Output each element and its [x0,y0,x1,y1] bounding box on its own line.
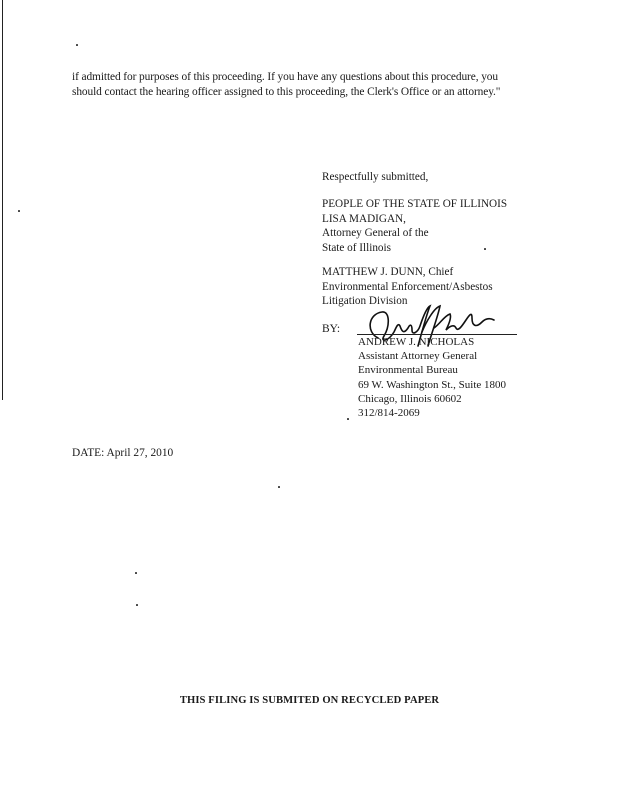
party-line: PEOPLE OF THE STATE OF ILLINOIS [322,198,508,210]
signer-line: Assistant Attorney General [358,350,478,363]
signer-line: ANDREW J. NICHOLAS [358,336,475,348]
closing-text: Respectfully submitted, [322,171,429,183]
signer-line: Environmental Bureau [358,364,458,377]
date-line: DATE: April 27, 2010 [72,447,174,459]
signer-block [358,335,506,420]
scan-speck [136,604,138,606]
scan-speck [76,44,78,46]
party-line: Attorney General of the [322,227,429,239]
scan-speck [347,418,349,420]
chief-line: Environmental Enforcement/Asbestos [322,280,493,293]
signer-line: 69 W. Washington St., Suite 1800 [358,378,507,391]
signer-line: 312/814-2069 [358,407,420,420]
party-block [322,197,507,255]
party-line: State of Illinois [322,241,391,254]
intro-line: if admitted for purposes of this proceeding. If you have any questions about this procedure, you [72,71,498,83]
intro-paragraph [72,70,562,100]
page-left-edge-rule [2,0,3,400]
scan-speck [18,210,20,212]
footer-notice: THIS FILING IS SUBMITED ON RECYCLED PAPER [179,695,440,706]
scan-speck [135,572,137,574]
by-label: BY: [322,323,341,335]
scan-speck [278,486,280,488]
party-line: LISA MADIGAN, [322,212,406,225]
intro-line: should contact the hearing officer assigned to this proceeding, the Clerk's Office or an attorney." [72,86,501,98]
chief-line: MATTHEW J. DUNN, Chief [322,266,454,278]
chief-line: Litigation Division [322,295,408,307]
closing-phrase [322,170,428,185]
signer-line: Chicago, Illinois 60602 [358,392,462,405]
